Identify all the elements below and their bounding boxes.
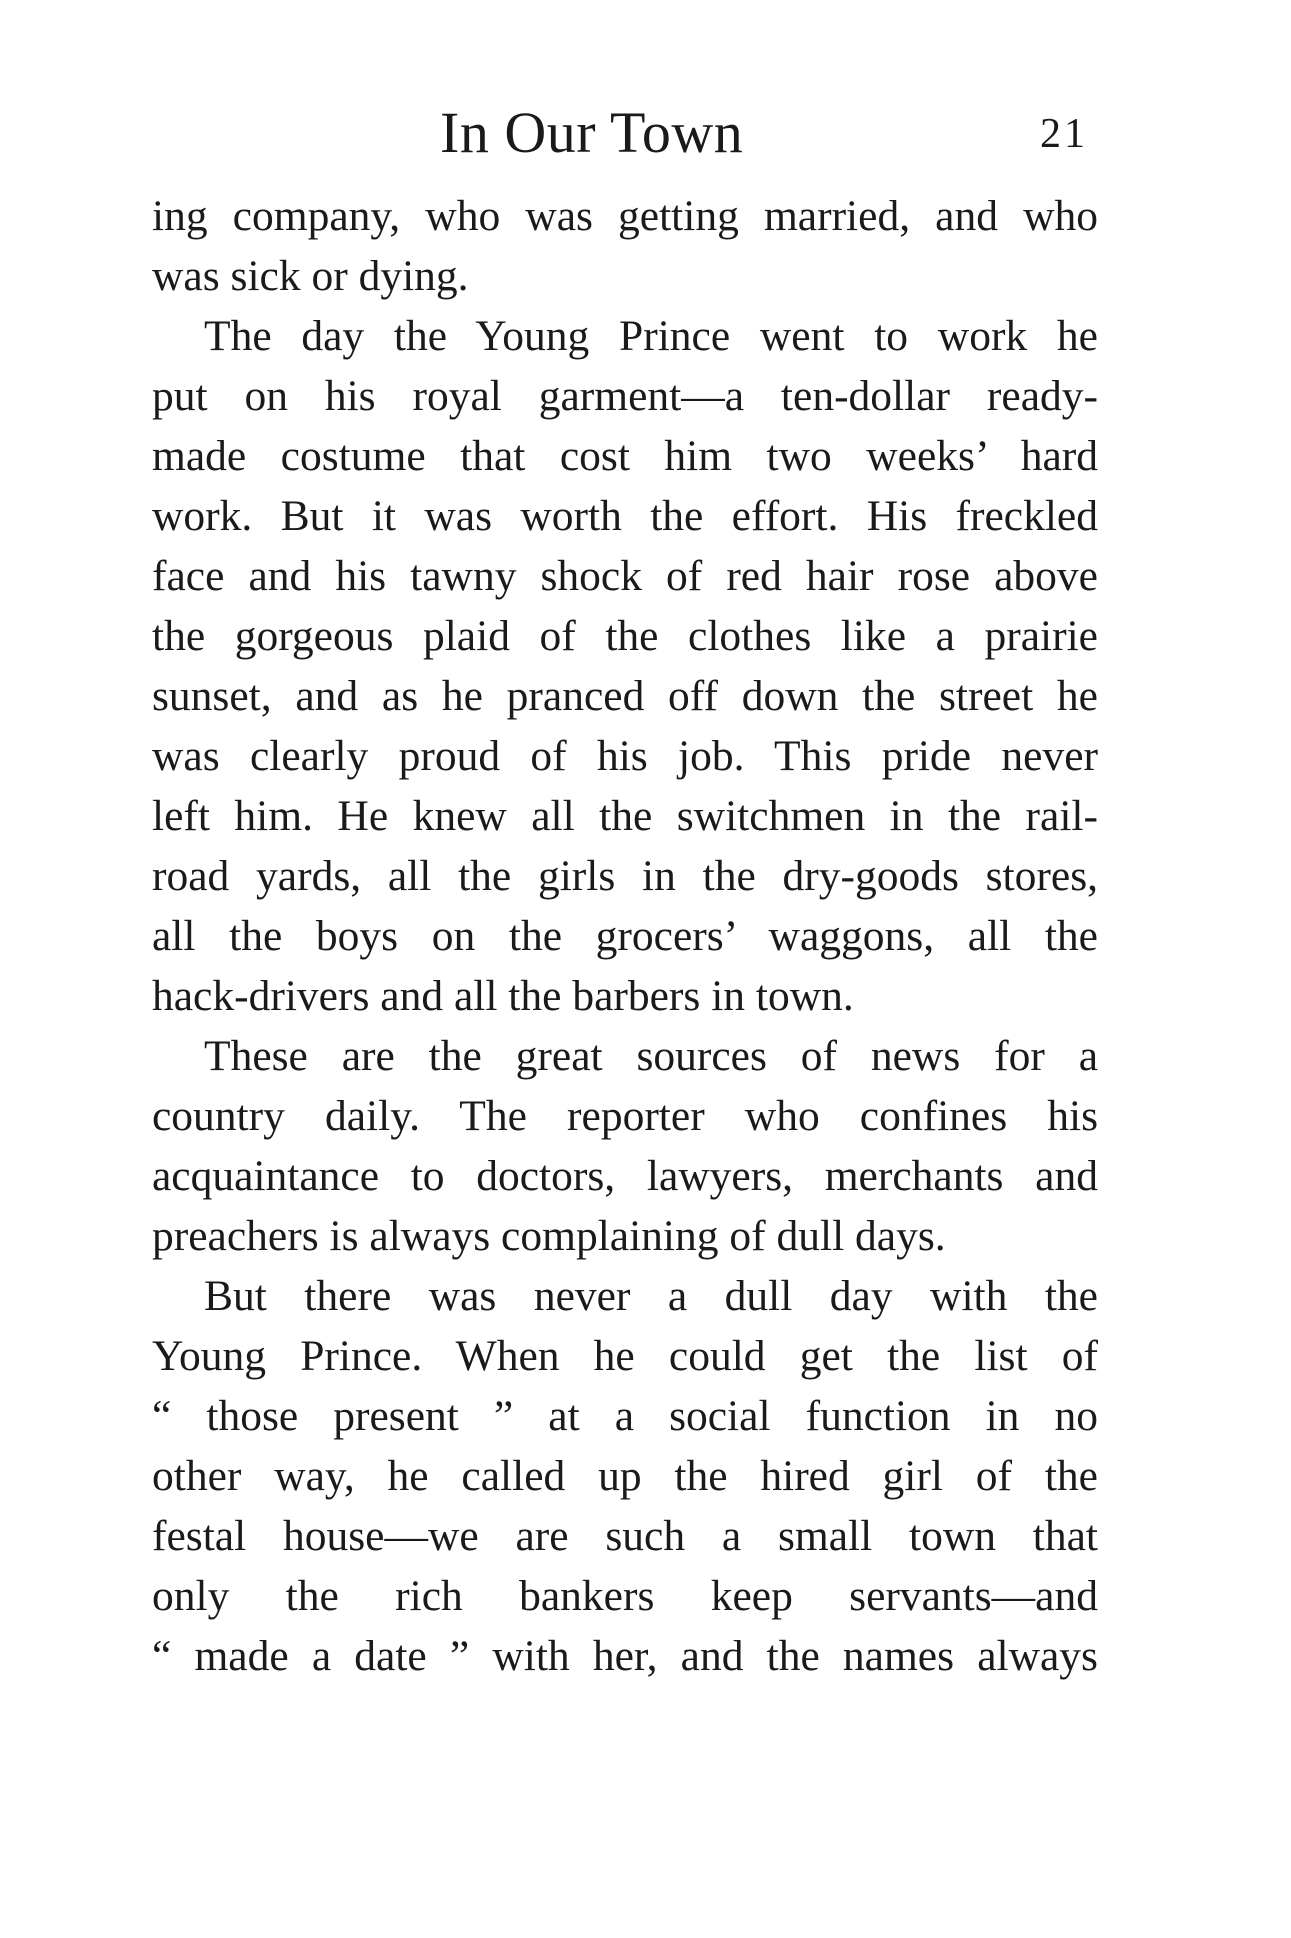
text-line: But there was never a dull day with the [204, 1272, 1098, 1320]
text-line: The day the Young Prince went to work he [204, 312, 1098, 360]
text-line: sunset, and as he pranced off down the street he [152, 672, 1098, 720]
text-line: made costume that cost him two weeks’ hard [152, 432, 1098, 480]
body-text [152, 186, 1098, 1686]
text-line: face and his tawny shock of red hair rose above [152, 552, 1098, 600]
paragraph [152, 306, 1098, 1026]
text-line: all the boys on the grocers’ waggons, all the [152, 912, 1098, 960]
text-line: was clearly proud of his job. This pride never [152, 732, 1098, 780]
text-line: the gorgeous plaid of the clothes like a prairie [152, 612, 1098, 660]
text-line: These are the great sources of news for a [204, 1032, 1098, 1080]
text-line: ing company, who was getting married, and who [152, 192, 1098, 240]
text-line: left him. He knew all the switchmen in the rail- [152, 792, 1098, 840]
text-line: festal house—we are such a small town that [152, 1512, 1098, 1560]
text-line: “ made a date ” with her, and the names always [152, 1632, 1098, 1680]
text-line: only the rich bankers keep servants—and [152, 1572, 1098, 1620]
text-line: was sick or dying. [152, 252, 469, 300]
text-line: preachers is always complaining of dull days. [152, 1212, 946, 1260]
text-line: put on his royal garment—a ten-dollar ready- [152, 372, 1098, 420]
text-line: work. But it was worth the effort. His freckled [152, 492, 1098, 540]
page-header [0, 98, 1291, 168]
text-line: acquaintance to doctors, lawyers, merchants and [152, 1152, 1098, 1200]
running-title: In Our Town [440, 100, 744, 165]
paragraph [152, 186, 1098, 306]
text-line: country daily. The reporter who confines his [152, 1092, 1098, 1140]
text-line: road yards, all the girls in the dry-goods stores, [152, 852, 1098, 900]
text-line: other way, he called up the hired girl of the [152, 1452, 1098, 1500]
page-number: 21 [1040, 111, 1088, 157]
text-line: Young Prince. When he could get the list of [152, 1332, 1098, 1380]
text-line: hack-drivers and all the barbers in town. [152, 972, 854, 1020]
text-line: “ those present ” at a social function in no [152, 1392, 1098, 1440]
paragraph [152, 1026, 1098, 1266]
paragraph [152, 1266, 1098, 1686]
